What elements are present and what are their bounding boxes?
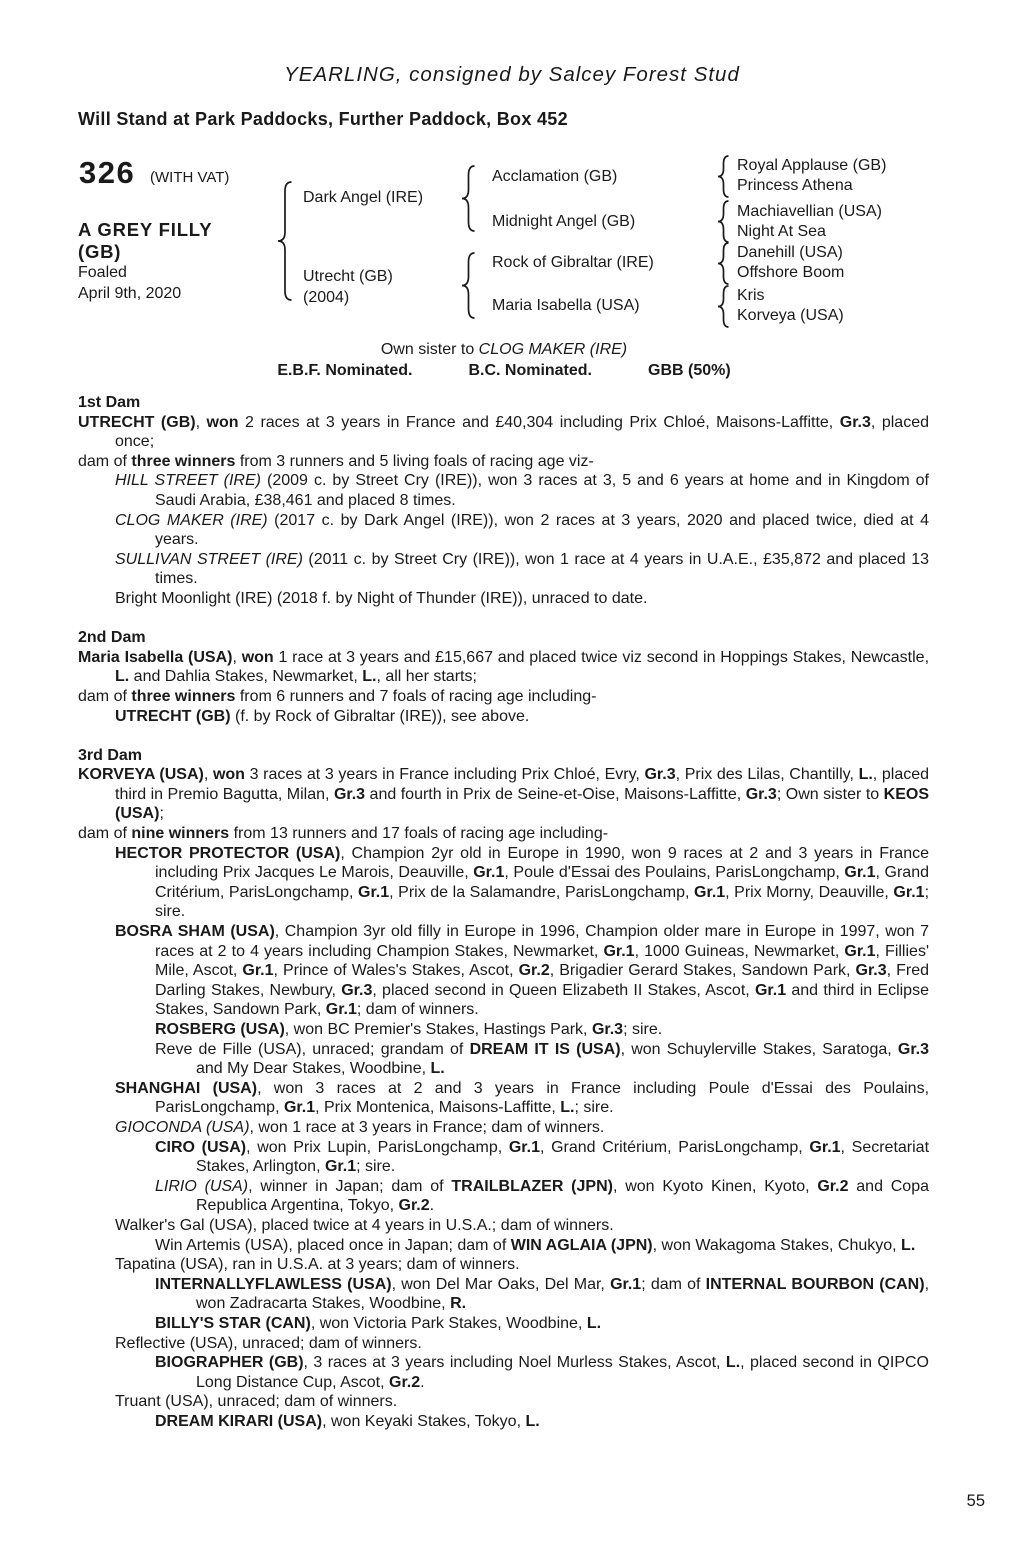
pedigree-paragraph: Truant (USA), unraced; dam of winners. [115, 1393, 398, 1411]
horse-description: A GREY FILLY [78, 219, 213, 240]
gen4-name: Machiavellian (USA) [737, 203, 882, 220]
section-heading: 1st Dam [78, 394, 141, 411]
pedigree-paragraph: SULLIVAN STREET (IRE) (2011 c. by Street Cry (IRE)), won 1 race at 4 years in U.A.E., £35,872 and placed 13 times. [115, 550, 929, 588]
pedigree-brace-main [277, 181, 293, 301]
pedigree-brace-dam-sire [717, 242, 730, 285]
pedigree-paragraph: Win Artemis (USA), placed once in Japan; dam of WIN AGLAIA (JPN), won Wakagoma Stakes, Chukyo, L. [155, 1236, 916, 1254]
sire-sire-name: Acclamation (GB) [492, 168, 618, 185]
pedigree-paragraph: ROSBERG (USA), won BC Premier's Stakes, Hastings Park, Gr.3; sire. [155, 1021, 663, 1038]
pedigree-paragraph: dam of three winners from 3 runners and 5 living foals of racing age viz- [78, 452, 594, 470]
pedigree-paragraph: GIOCONDA (USA), won 1 race at 3 years in France; dam of winners. [115, 1118, 605, 1136]
pedigree-brace-sire [461, 165, 476, 232]
section-heading: 2nd Dam [78, 629, 146, 647]
sire-sire-parents [737, 156, 886, 196]
foaled-label: Foaled [78, 264, 127, 281]
pedigree-paragraph: BOSRA SHAM (USA), Champion 3yr old filly in Europe in 1996, Champion older mare in Europe in 1997, won 7 races at 2 to 4 years including Champion Stakes, Newmarket, Gr.1, 1000 Guineas, Newmarket, Gr.1, Fillies' Mile, Ascot, Gr.1, Prince of Wales's Stakes, Ascot, Gr.2, Brigadier Gerard Stakes, Sandown Park, Gr.3, Fred Darling Stakes, Newbury, Gr.3, placed second in Queen Elizabeth II Stakes, Ascot, Gr.1 and third in Eclipse Stakes, Sandown Park, Gr.1; dam of winners. [115, 923, 930, 1019]
pedigree-paragraph: BILLY'S STAR (CAN), won Victoria Park Stakes, Woodbine, L. [155, 1314, 602, 1332]
own-sister-line [0, 341, 1008, 359]
pedigree-paragraph: dam of three winners from 6 runners and 7 foals of racing age including- [78, 687, 597, 705]
pedigree-paragraph: Bright Moonlight (IRE) (2018 f. by Night of Thunder (IRE)), unraced to date. [115, 589, 648, 607]
pedigree-paragraph: Walker's Gal (USA), placed twice at 4 years in U.S.A.; dam of winners. [115, 1216, 614, 1234]
gbb-note: GBB (50%) [648, 362, 731, 379]
gen4-name: Night At Sea [737, 223, 826, 240]
pedigree-brace-sire-dam [717, 200, 730, 243]
dam-sire-parents [737, 243, 844, 283]
dam-sire-name: Rock of Gibraltar (IRE) [492, 254, 654, 271]
pedigree-paragraph: dam of nine winners from 13 runners and 17 foals of racing age including- [78, 825, 609, 843]
dam-dam-name: Maria Isabella (USA) [492, 297, 640, 314]
pedigree-paragraph: UTRECHT (GB) (f. by Rock of Gibraltar (IRE)), see above. [115, 707, 530, 725]
horse-country: (GB) [78, 241, 122, 262]
page-number: 55 [966, 1492, 985, 1510]
stand-location-line: Will Stand at Park Paddocks, Further Paddock, Box 452 [78, 109, 568, 129]
pedigree-paragraph: CLOG MAKER (IRE) (2017 c. by Dark Angel (IRE)), won 2 races at 3 years, 2020 and placed twice, died at 4 years. [115, 511, 929, 549]
pedigree-paragraph: Tapatina (USA), ran in U.S.A. at 3 years; dam of winners. [115, 1256, 520, 1274]
gen4-name: Princess Athena [737, 177, 853, 194]
sire-dam-name: Midnight Angel (GB) [492, 213, 636, 230]
pedigree-paragraph: Maria Isabella (USA), won 1 race at 3 years and £15,667 and placed twice viz second in Hoppings Stakes, Newcastle, L. and Dahlia Stakes, Newmarket, L., all her starts; [78, 648, 930, 686]
lot-number: 326 [79, 155, 136, 190]
gen4-name: Danehill (USA) [737, 244, 843, 261]
bc-nomination: B.C. Nominated. [468, 362, 592, 379]
pedigree-paragraph: INTERNALLYFLAWLESS (USA), won Del Mar Oaks, Del Mar, Gr.1; dam of INTERNAL BOURBON (CAN), won Zadracarta Stakes, Woodbine, R. [155, 1275, 930, 1313]
page-title: YEARLING, consigned by Salcey Forest Stud [284, 63, 740, 86]
pedigree-paragraph: Reve de Fille (USA), unraced; grandam of DREAM IT IS (USA), won Schuylerville Stakes, Saratoga, Gr.3 and My Dear Stakes, Woodbine, L. [155, 1040, 930, 1078]
pedigree-paragraph: DREAM KIRARI (USA), won Keyaki Stakes, Tokyo, L. [155, 1412, 540, 1430]
vat-note: (WITH VAT) [150, 169, 230, 186]
gen4-name: Kris [737, 287, 765, 304]
gen4-name: Korveya (USA) [737, 307, 844, 324]
pedigree-paragraph: UTRECHT (GB), won 2 races at 3 years in France and £40,304 including Prix Chloé, Maisons-Laffitte, Gr.3, placed once; [78, 413, 929, 451]
pedigree-paragraph: CIRO (USA), won Prix Lupin, ParisLongchamp, Gr.1, Grand Critérium, ParisLongchamp, Gr.1, Secretariat Stakes, Arlington, Gr.1; sire. [155, 1138, 930, 1176]
dam-name-block [303, 266, 393, 308]
pedigree-paragraph: HECTOR PROTECTOR (USA), Champion 2yr old in Europe in 1990, won 9 races at 2 and 3 years in France including Prix Jacques Le Marois, Deauville, Gr.1, Poule d'Essai des Poulains, ParisLongchamp, Gr.1, Grand Critérium, ParisLongchamp, Gr.1, Prix de la Salamandre, ParisLongchamp, Gr.1, Prix Morny, Deauville, Gr.1; sire. [115, 844, 930, 921]
pedigree-brace-sire-sire [717, 155, 730, 198]
pedigree-sections [78, 393, 929, 1431]
dam-dam-parents [737, 286, 844, 326]
nominations-line [0, 362, 1008, 380]
pedigree-brace-dam-dam [717, 285, 730, 328]
pedigree-paragraph: Reflective (USA), unraced; dam of winners. [115, 1334, 422, 1352]
pedigree-brace-dam [461, 252, 476, 319]
dam-year: (2004) [303, 289, 350, 306]
ebf-nomination: E.B.F. Nominated. [277, 362, 413, 379]
foaled-date: April 9th, 2020 [78, 285, 182, 302]
pedigree-paragraph: KORVEYA (USA), won 3 races at 3 years in France including Prix Chloé, Evry, Gr.3, Prix des Lilas, Chantilly, L., placed third in Premio Bagutta, Milan, Gr.3 and fourth in Prix de Seine-et-Oise, Maisons-Laffitte, Gr.3; Own sister to KEOS (USA); [78, 766, 930, 823]
pedigree-paragraph: LIRIO (USA), winner in Japan; dam of TRAILBLAZER (JPN), won Kyoto Kinen, Kyoto, Gr.2 and Copa Republica Argentina, Tokyo, Gr.2. [155, 1177, 930, 1215]
gen4-name: Royal Applause (GB) [737, 157, 887, 174]
dam-name: Utrecht (GB) [303, 268, 393, 285]
own-sister-name: CLOG MAKER (IRE) [478, 341, 628, 358]
gen4-name: Offshore Boom [737, 264, 845, 281]
sire-name: Dark Angel (IRE) [303, 189, 424, 206]
section-heading: 3rd Dam [78, 746, 143, 764]
own-sister-prefix: Own sister to [380, 341, 479, 358]
pedigree-paragraph: HILL STREET (IRE) (2009 c. by Street Cry (IRE)), won 3 races at 3, 5 and 6 years at home and in Kingdom of Saudi Arabia, £38,461 and placed 8 times. [115, 472, 930, 509]
pedigree-paragraph: BIOGRAPHER (GB), 3 races at 3 years including Noel Murless Stakes, Ascot, L., placed second in QIPCO Long Distance Cup, Ascot, Gr.2. [155, 1354, 929, 1391]
sire-dam-parents [737, 202, 882, 242]
pedigree-paragraph: SHANGHAI (USA), won 3 races at 2 and 3 years in France including Poule d'Essai des Poulains, ParisLongchamp, Gr.1, Prix Montenica, Maisons-Laffitte, L.; sire. [115, 1079, 930, 1117]
